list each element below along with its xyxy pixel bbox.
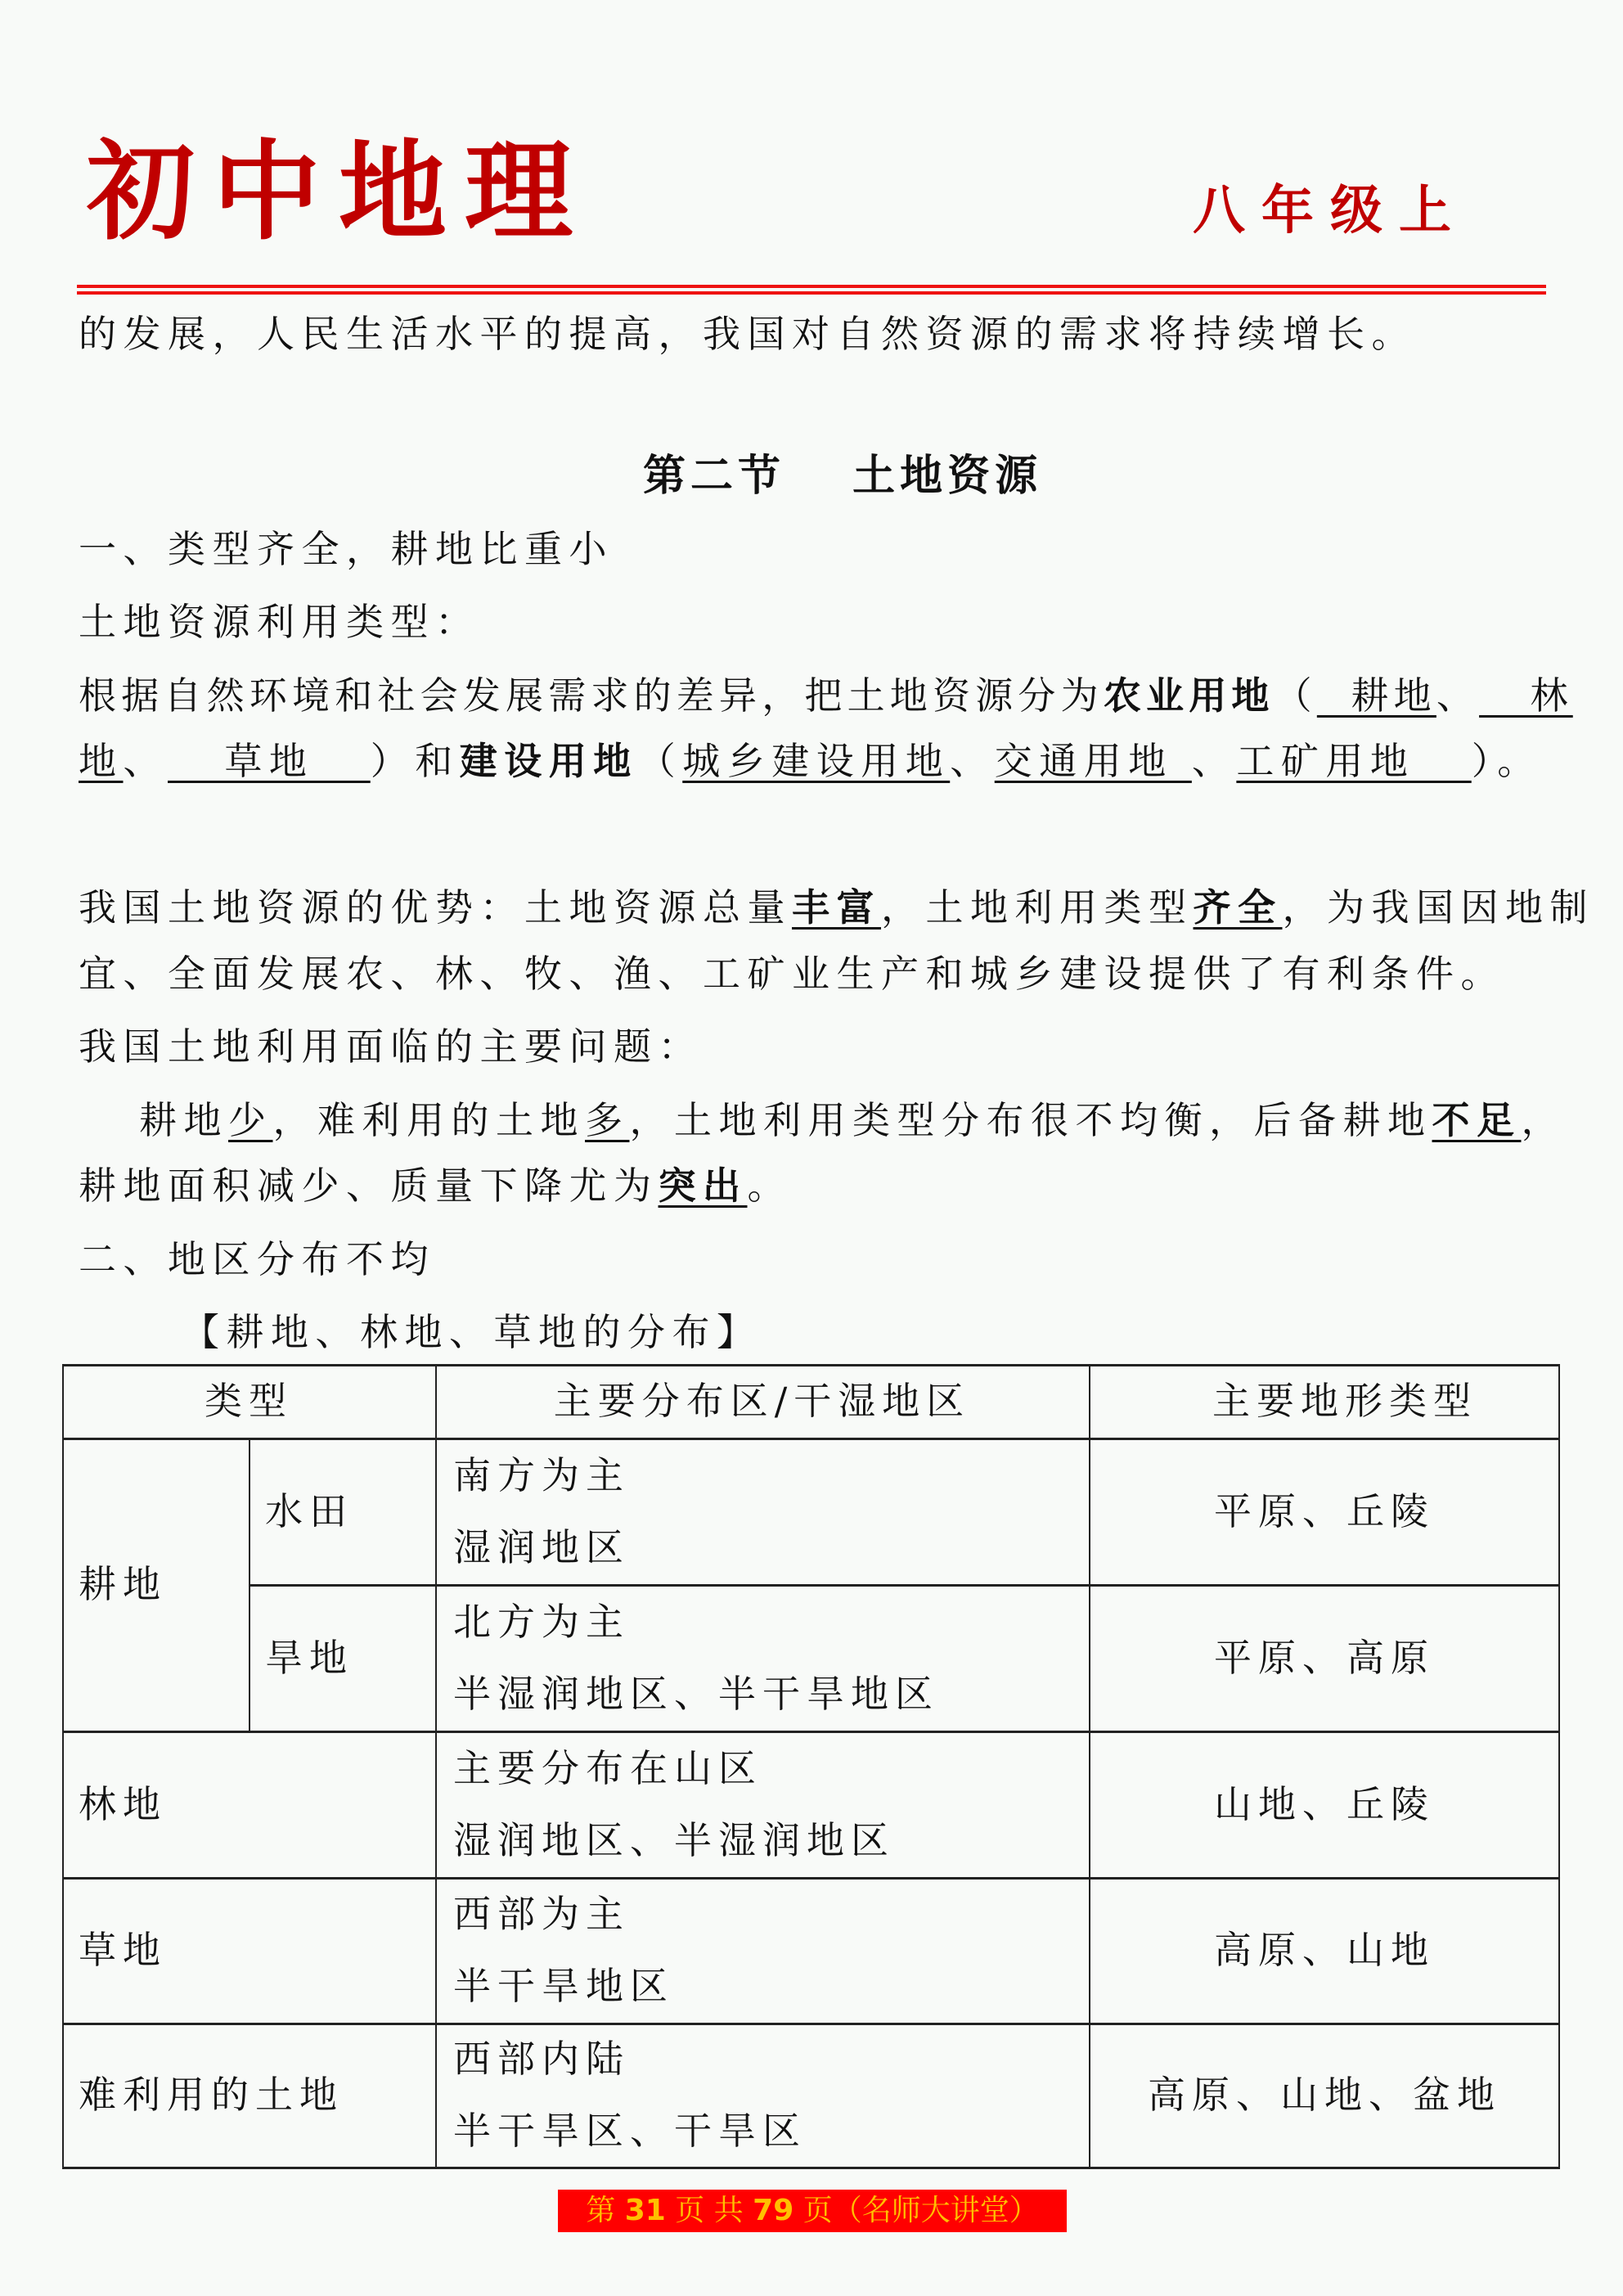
part1-heading: 一、类型齐全，耕地比重小 [79,527,614,571]
table-cell-type-farmland: 耕地 [79,1562,167,1606]
table-header-landform: 主要地形类型 [1212,1379,1477,1423]
blank-complete: 齐全 [1193,885,1283,930]
blank-urban-rural-land: 城乡建设用地 [682,739,951,783]
blank-forest-part1: 林 [1479,673,1573,718]
header-rule-top [77,285,1546,288]
table-border-left [62,1364,64,2168]
advantages-line2: 宜、全面发展农、林、牧、渔、工矿业生产和城乡建设提供了有利条件。 [79,952,1505,996]
table-border-bottom [62,2167,1560,2169]
problems-line1: 耕地少，难利用的土地多，土地利用类型分布很不均衡，后备耕地不足， [139,1098,1566,1142]
table-cell-type: 草地 [79,1928,167,1972]
table-cell-region: 西部内陆 半干旱区、干旱区 [453,2037,807,2153]
blank-many: 多 [585,1098,630,1142]
problems-heading: 我国土地利用面临的主要问题： [79,1024,703,1069]
table-cell-landform: 高原、山地 [1214,1928,1435,1972]
advantages-line1: 我国土地资源的优势：土地资源总量丰富，土地利用类型齐全，为我国因地制 [79,885,1594,930]
table-cell-landform: 山地、丘陵 [1214,1781,1435,1826]
blank-prominent: 突出 [658,1164,748,1208]
part2-heading: 二、地区分布不均 [79,1237,435,1281]
blank-abundant: 丰富 [792,885,881,930]
total-pages-number: 79 [753,2194,794,2227]
table-col-divider [435,1364,437,2168]
intro-continued-line: 的发展，人民生活水平的提高，我国对自然资源的需求将持续增长。 [79,312,1416,356]
section-title: 第二节 土地资源 [643,451,1043,501]
table-header-type: 类型 [205,1379,293,1423]
blank-grassland: 草地 [168,739,371,783]
table-cell-subtype: 旱地 [265,1635,353,1680]
blank-transport-land: 交通用地 [994,739,1192,783]
land-use-types-subheading: 土地资源利用类型： [79,600,480,644]
current-page-number: 31 [624,2194,666,2227]
table-caption: 【耕地、林地、草地的分布】 [182,1310,762,1354]
blank-farmland: 耕地 [1316,673,1436,718]
page-footer: 第 31 页 共 79 页（名师大讲堂） [558,2190,1067,2232]
table-cell-landform: 高原、山地、盆地 [1148,2073,1501,2117]
table-subtype-divider [249,1438,250,1731]
table-cell-region: 北方为主 半湿润地区、半干旱地区 [453,1599,939,1716]
blank-few: 少 [228,1098,273,1142]
header-rule-bottom [77,291,1546,295]
problems-line2: 耕地面积减少、质量下降尤为突出。 [79,1164,792,1208]
blank-insufficient: 不足 [1432,1098,1522,1142]
classification-paragraph-line2: 地、 草地 ）和建设用地（城乡建设用地、交通用地 、工矿用地 ）。 [79,739,1542,783]
table-header-region: 主要分布区/干湿地区 [553,1379,971,1423]
blank-forest-part2: 地 [79,739,124,783]
agricultural-land-term: 农业用地 [1103,673,1275,718]
construction-land-term: 建设用地 [459,739,638,783]
table-cell-landform: 平原、丘陵 [1214,1488,1435,1533]
doc-title: 初中地理 [87,129,591,255]
land-distribution-table [62,1364,1560,2168]
table-cell-region: 西部为主 半干旱地区 [453,1892,674,2008]
table-cell-type: 难利用的土地 [79,2073,344,2117]
blank-industrial-mining-land: 工矿用地 [1236,739,1472,783]
table-cell-landform: 平原、高原 [1214,1635,1435,1680]
table-cell-subtype: 水田 [265,1488,353,1533]
table-cell-region: 主要分布在山区 湿润地区、半湿润地区 [453,1745,895,1862]
table-cell-region: 南方为主 湿润地区 [453,1452,630,1569]
grade-label: 八年级上 [1193,181,1468,241]
table-cell-type: 林地 [79,1781,167,1826]
classification-paragraph-line1: 根据自然环境和社会发展需求的差异，把土地资源分为农业用地（ 耕地、 林 [79,673,1573,718]
